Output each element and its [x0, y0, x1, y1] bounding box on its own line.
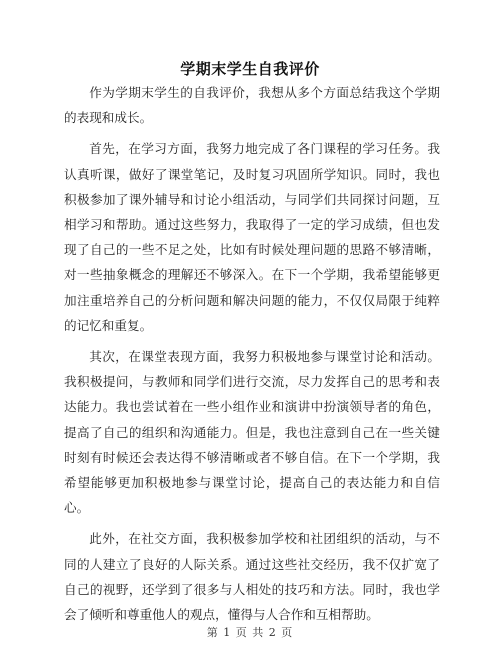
- page-number-footer: 第 1 页 共 2 页: [206, 626, 294, 639]
- paragraph-classroom: 其次，在课堂表现方面，我努力积极地参与课堂讨论和活动。我积极提问，与教师和同学们进行交流，尽力发挥自己的思考和表达能力。我也尝试着在一些小组作业和演讲中扮演领导者的角色，提高了自己的组织和沟通能力。但是，我也注意到自己在一些关键时刻有时候还会表达得不够清晰或者不够自信。在下一个学期，我希望能够更加积极地参与课堂讨论，提高自己的表达能力和自信心。: [64, 349, 440, 516]
- paragraph-intro: 作为学期末学生的自我评价，我想从多个方面总结我这个学期的表现和成长。: [64, 85, 440, 126]
- paragraph-study: 首先，在学习方面，我努力地完成了各门课程的学习任务。我认真听课，做好了课堂笔记，及时复习巩固所学知识。同时，我也积极参加了课外辅导和讨论小组活动，与同学们共同探讨问题，互相学习和帮助。通过这些努力，我取得了一定的学习成绩，但也发现了自己的一些不足之处，比如有时候处理问题的思路不够清晰，对一些抽象概念的理解还不够深入。在下一个学期，我希望能够更加注重培养自己的分析问题和解决问题的能力，不仅仅局限于纯粹的记忆和重复。: [64, 141, 440, 333]
- document-body: [64, 80, 440, 633]
- document-title: 学期末学生自我评价: [180, 60, 320, 78]
- paragraph-social: 此外，在社交方面，我积极参加学校和社团组织的活动，与不同的人建立了良好的人际关系。通过这些社交经历，我不仅扩宽了自己的视野，还学到了很多与人相处的技巧和方法。同时，我也学会了倾听和尊重他人的观点，懂得与人合作和互相帮助。: [64, 531, 440, 623]
